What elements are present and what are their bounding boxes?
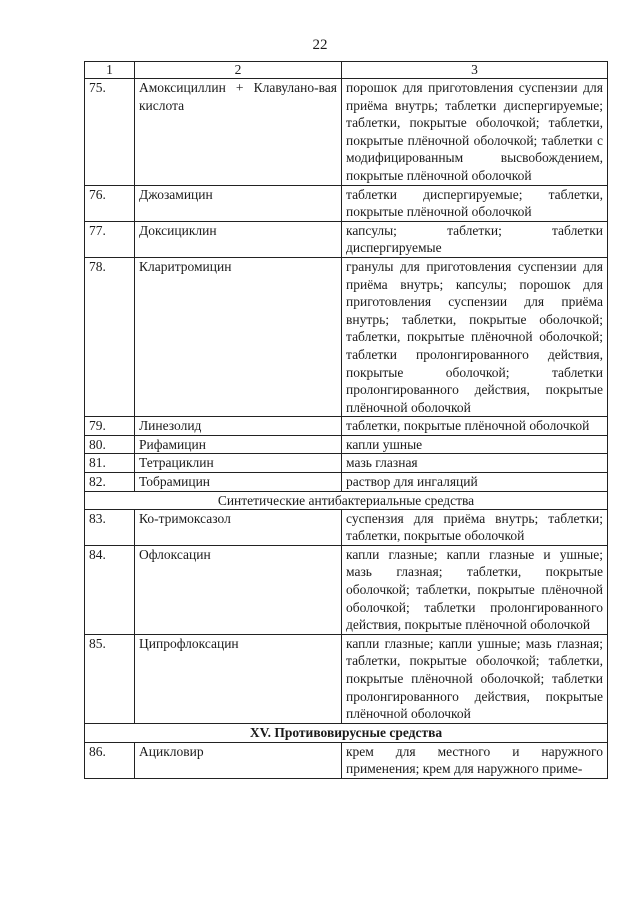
drug-name: Тетрациклин	[135, 454, 342, 473]
row-number: 78.	[85, 257, 135, 416]
row-number: 76.	[85, 185, 135, 221]
drug-table	[84, 61, 608, 779]
header-col-forms: 3	[342, 62, 608, 79]
drug-name: Рифамицин	[135, 435, 342, 454]
dosage-forms: таблетки диспергируемые; таблетки, покрытые плёночной оболочкой	[342, 185, 608, 221]
table-row	[85, 417, 608, 436]
table-row	[85, 435, 608, 454]
dosage-forms: капли глазные; капли глазные и ушные; мазь глазная; таблетки, покрытые оболочкой; таблетки, покрытые плёночной оболочкой; таблетки пролонгированного действия, покрытые плёночной оболочкой	[342, 545, 608, 634]
drug-name: Доксициклин	[135, 221, 342, 257]
drug-name: Амоксициллин + Клавулано-вая кислота	[135, 79, 342, 186]
row-number: 81.	[85, 454, 135, 473]
drug-name: Кларитромицин	[135, 257, 342, 416]
dosage-forms: крем для местного и наружного применения; крем для наружного приме-	[342, 742, 608, 778]
section-heading: Синтетические антибактериальные средства	[85, 491, 608, 509]
drug-name: Тобрамицин	[135, 473, 342, 492]
table-row	[85, 185, 608, 221]
table-row	[85, 221, 608, 257]
header-row	[85, 62, 608, 79]
row-number: 75.	[85, 79, 135, 186]
drug-name: Линезолид	[135, 417, 342, 436]
table-header	[85, 62, 608, 79]
row-number: 82.	[85, 473, 135, 492]
header-col-number: 1	[85, 62, 135, 79]
row-number: 79.	[85, 417, 135, 436]
drug-name: Ко-тримоксазол	[135, 509, 342, 545]
row-number: 83.	[85, 509, 135, 545]
table-row	[85, 257, 608, 416]
row-number: 86.	[85, 742, 135, 778]
table-body	[85, 79, 608, 779]
drug-name: Ацикловир	[135, 742, 342, 778]
chapter-heading-row	[85, 723, 608, 742]
dosage-forms: гранулы для приготовления суспензии для приёма внутрь; капсулы; порошок для приготовления суспензии для приёма внутрь; таблетки, покрытые оболочкой; таблетки, покрытые плёночной оболочкой; таблетки пролонгированного действия, покрытые оболочкой; таблетки пролонгированного действия, покрытые плёночной оболочкой	[342, 257, 608, 416]
table-row	[85, 79, 608, 186]
dosage-forms: капли глазные; капли ушные; мазь глазная; таблетки, покрытые оболочкой; таблетки, покрытые плёночной оболочкой; таблетки пролонгированного действия, покрытые плёночной оболочкой	[342, 634, 608, 723]
page-number: 22	[312, 37, 328, 53]
section-heading-row	[85, 491, 608, 509]
chapter-heading: XV. Противовирусные средства	[85, 723, 608, 742]
row-number: 85.	[85, 634, 135, 723]
dosage-forms: суспензия для приёма внутрь; таблетки; таблетки, покрытые оболочкой	[342, 509, 608, 545]
dosage-forms: капли ушные	[342, 435, 608, 454]
table-row	[85, 454, 608, 473]
dosage-forms: раствор для ингаляций	[342, 473, 608, 492]
row-number: 84.	[85, 545, 135, 634]
drug-name: Ципрофлоксацин	[135, 634, 342, 723]
table-row	[85, 742, 608, 778]
dosage-forms: таблетки, покрытые плёночной оболочкой	[342, 417, 608, 436]
drug-name: Джозамицин	[135, 185, 342, 221]
table-row	[85, 509, 608, 545]
header-col-name: 2	[135, 62, 342, 79]
row-number: 77.	[85, 221, 135, 257]
drug-name: Офлоксацин	[135, 545, 342, 634]
table-row	[85, 545, 608, 634]
table-row	[85, 634, 608, 723]
dosage-forms: капсулы; таблетки; таблетки диспергируемые	[342, 221, 608, 257]
row-number: 80.	[85, 435, 135, 454]
dosage-forms: мазь глазная	[342, 454, 608, 473]
dosage-forms: порошок для приготовления суспензии для приёма внутрь; таблетки диспергируемые; таблетки, покрытые оболочкой; таблетки, покрытые плёночной оболочкой; таблетки с модифицированным высвобождением, покрытые плёночной оболочкой	[342, 79, 608, 186]
table-row	[85, 473, 608, 492]
